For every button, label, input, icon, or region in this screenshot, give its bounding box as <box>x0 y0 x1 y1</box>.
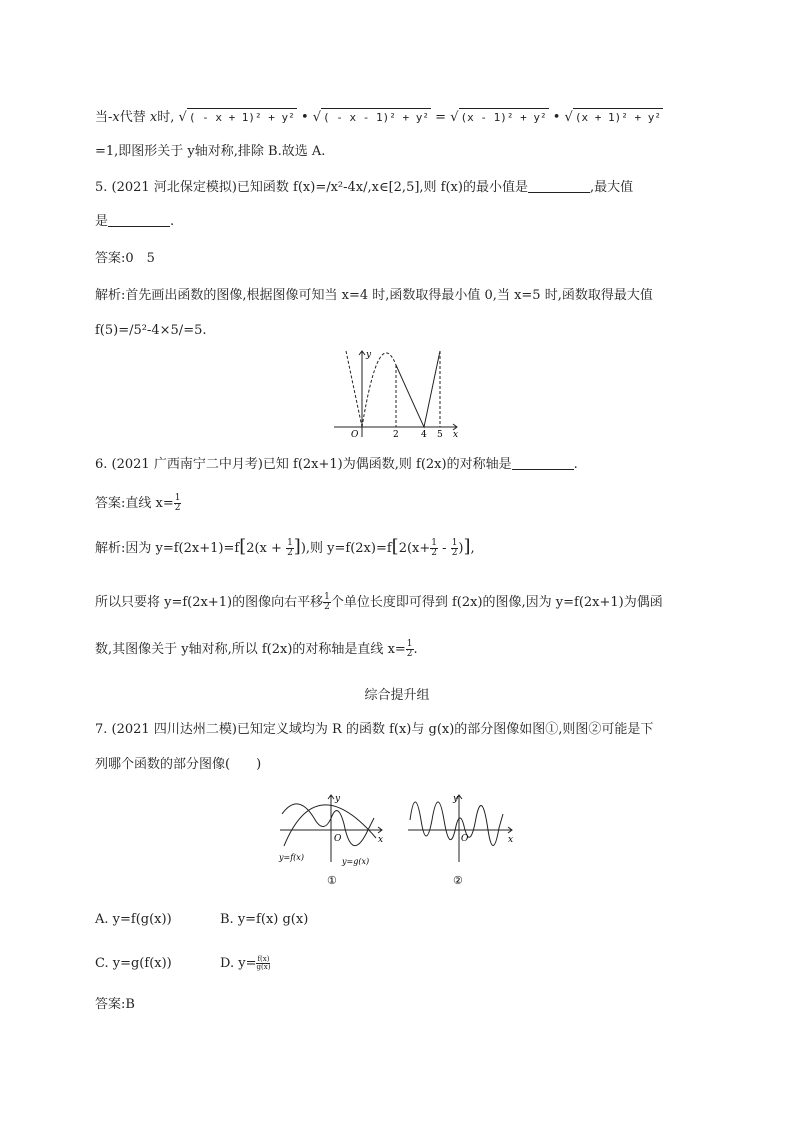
fraction-denominator: 2 <box>451 548 458 558</box>
x-label: x <box>453 430 459 440</box>
origin-label: O <box>351 430 359 440</box>
text-segment: x <box>112 110 120 125</box>
answer-blank <box>108 214 170 227</box>
symmetry-conclusion: =1,即图形关于 y轴对称,排除 B.故选 A. <box>95 144 326 159</box>
q5-explanation: 解析:首先画出函数的图像,根据图像可知当 x=4 时,函数取得最小值 0,当 x=5 时,函数取得最大值 <box>95 288 653 303</box>
text-segment: ) <box>458 541 464 556</box>
q6-answer <box>95 494 181 513</box>
fraction-denominator: 2 <box>324 602 330 612</box>
radicand: (x - 1)² + y² <box>459 108 549 127</box>
text-segment: - <box>438 541 451 556</box>
question-5 <box>95 179 633 197</box>
fraction <box>174 494 182 513</box>
fraction-numerator: 1 <box>406 639 413 649</box>
fraction <box>406 640 414 659</box>
fraction-numerator: f(x) <box>257 955 270 963</box>
q6-explanation-3 <box>95 640 418 659</box>
x-label: x <box>508 835 514 845</box>
q5-explanation-cont: f(5)=/5²-4×5/=5. <box>95 323 207 338</box>
fraction-denominator: 2 <box>174 503 181 513</box>
text-segment: x <box>149 110 158 125</box>
symmetry-line <box>95 108 663 127</box>
g-curve <box>282 804 374 846</box>
option-b[interactable]: B. y=f(x) g(x) <box>220 912 309 927</box>
q7-answer: 答案:B <box>95 997 135 1012</box>
fraction <box>256 956 270 971</box>
question-7: 7. (2021 四川达州二模)已知定义域均为 R 的函数 f(x)与 g(x)的部分图像如图①,则图②可能是下 <box>95 722 654 737</box>
fraction-denominator: 2 <box>431 548 438 558</box>
radicand: ( - x + 1)² + y² <box>187 108 297 127</box>
text-segment: 解析:因为 y=f(2x+1)=f <box>95 541 240 556</box>
option-c[interactable]: C. y=g(f(x)) <box>95 956 172 971</box>
text-segment: 2(x + <box>246 541 287 556</box>
answer-blank <box>528 180 590 193</box>
question-text: 5. (2021 河北保定模拟)已知函数 f(x)=/x²-4x/,x∈[2,5],则 f(x)的最小值是 <box>95 180 528 195</box>
y-label: y <box>335 794 341 804</box>
text-segment: 2(x+ <box>398 541 431 556</box>
fraction-denominator: 2 <box>287 548 293 558</box>
curve-dashed-left <box>346 351 362 427</box>
tick-label: 2 <box>393 430 399 440</box>
bracket-open: [ <box>391 536 399 557</box>
origin-label: O <box>461 834 469 844</box>
text-segment: 数,其图像关于 y轴对称,所以 f(2x)的对称轴是直线 x= <box>95 642 406 657</box>
answer-blank <box>512 457 574 470</box>
dot-operator: • <box>552 110 561 125</box>
q7-figure-2 <box>404 790 519 890</box>
bracket-open: [ <box>239 536 247 557</box>
origin-label: O <box>334 834 342 844</box>
question-text: 是 <box>95 214 109 229</box>
question-text: . <box>170 214 175 229</box>
fraction-numerator: 1 <box>431 538 438 548</box>
x-label: x <box>378 835 384 845</box>
text-segment: . <box>413 642 418 657</box>
q6-explanation-2 <box>95 593 663 612</box>
figure-caption: ② <box>453 874 463 887</box>
question-text: 6. (2021 广西南宁二中月考)已知 f(2x+1)为偶函数,则 f(2x)的对称轴是 <box>95 457 512 472</box>
bracket-close: ] <box>293 536 301 557</box>
equals-sign: = <box>435 110 447 125</box>
radicand: (x + 1)² + y² <box>573 108 663 127</box>
text-segment: 个单位长度即可得到 f(2x)的图像,因为 y=f(2x+1)为偶函 <box>330 595 663 610</box>
fraction <box>323 593 331 612</box>
fraction-denominator: g(x) <box>256 963 271 971</box>
fraction-numerator: 1 <box>451 538 458 548</box>
tick-label: 4 <box>421 430 427 440</box>
dot-operator: • <box>300 110 309 125</box>
option-text: D. y= <box>220 956 257 971</box>
g-curve-label: y=g(x) <box>342 857 370 866</box>
option-a[interactable]: A. y=f(g(x)) <box>95 912 172 927</box>
q7-figure-1 <box>276 790 391 890</box>
curve-solid <box>396 351 440 427</box>
figure-caption: ① <box>327 874 337 887</box>
text-segment: 当- <box>95 110 113 125</box>
y-label: y <box>366 350 372 360</box>
fraction-denominator: 2 <box>406 649 413 659</box>
sqrt-expression: √ (x - 1)² + y² <box>450 110 547 125</box>
q5-graph <box>332 345 467 440</box>
question-6 <box>95 456 578 474</box>
fraction-numerator: 1 <box>324 592 330 602</box>
answer-text: 答案:直线 x= <box>95 496 174 511</box>
q5-answer: 答案:0 5 <box>95 251 155 266</box>
sqrt-expression: √ ( - x + 1)² + y² <box>178 110 295 125</box>
bracket-close: ] <box>463 536 471 557</box>
curve <box>410 802 503 846</box>
question-text: ,最大值 <box>589 180 634 195</box>
fraction-numerator: 1 <box>174 493 181 503</box>
question-5-cont <box>95 213 174 231</box>
question-7-cont: 列哪个函数的部分图像( ) <box>95 757 262 772</box>
text-segment: 所以只要将 y=f(2x+1)的图像向右平移 <box>95 595 324 610</box>
section-title: 综合提升组 <box>364 688 430 703</box>
text-segment: 时, <box>157 110 175 125</box>
fraction <box>430 539 438 558</box>
fraction <box>286 539 294 558</box>
sqrt-expression: √ (x + 1)² + y² <box>564 110 661 125</box>
f-curve-label: y=f(x) <box>279 853 304 862</box>
question-text: . <box>573 457 578 472</box>
radicand: ( - x - 1)² + y² <box>321 108 431 127</box>
y-label: y <box>453 794 459 804</box>
text-segment: 代替 <box>119 110 146 125</box>
tick-label: 5 <box>437 430 443 440</box>
text-segment: , <box>470 541 475 556</box>
option-d[interactable] <box>220 955 270 973</box>
text-segment: ),则 y=f(2x)=f <box>300 541 392 556</box>
fraction-numerator: 1 <box>287 538 293 548</box>
sqrt-expression: √ ( - x - 1)² + y² <box>312 110 430 125</box>
q6-explanation <box>95 538 475 558</box>
curve-dashed-rise <box>362 353 396 427</box>
